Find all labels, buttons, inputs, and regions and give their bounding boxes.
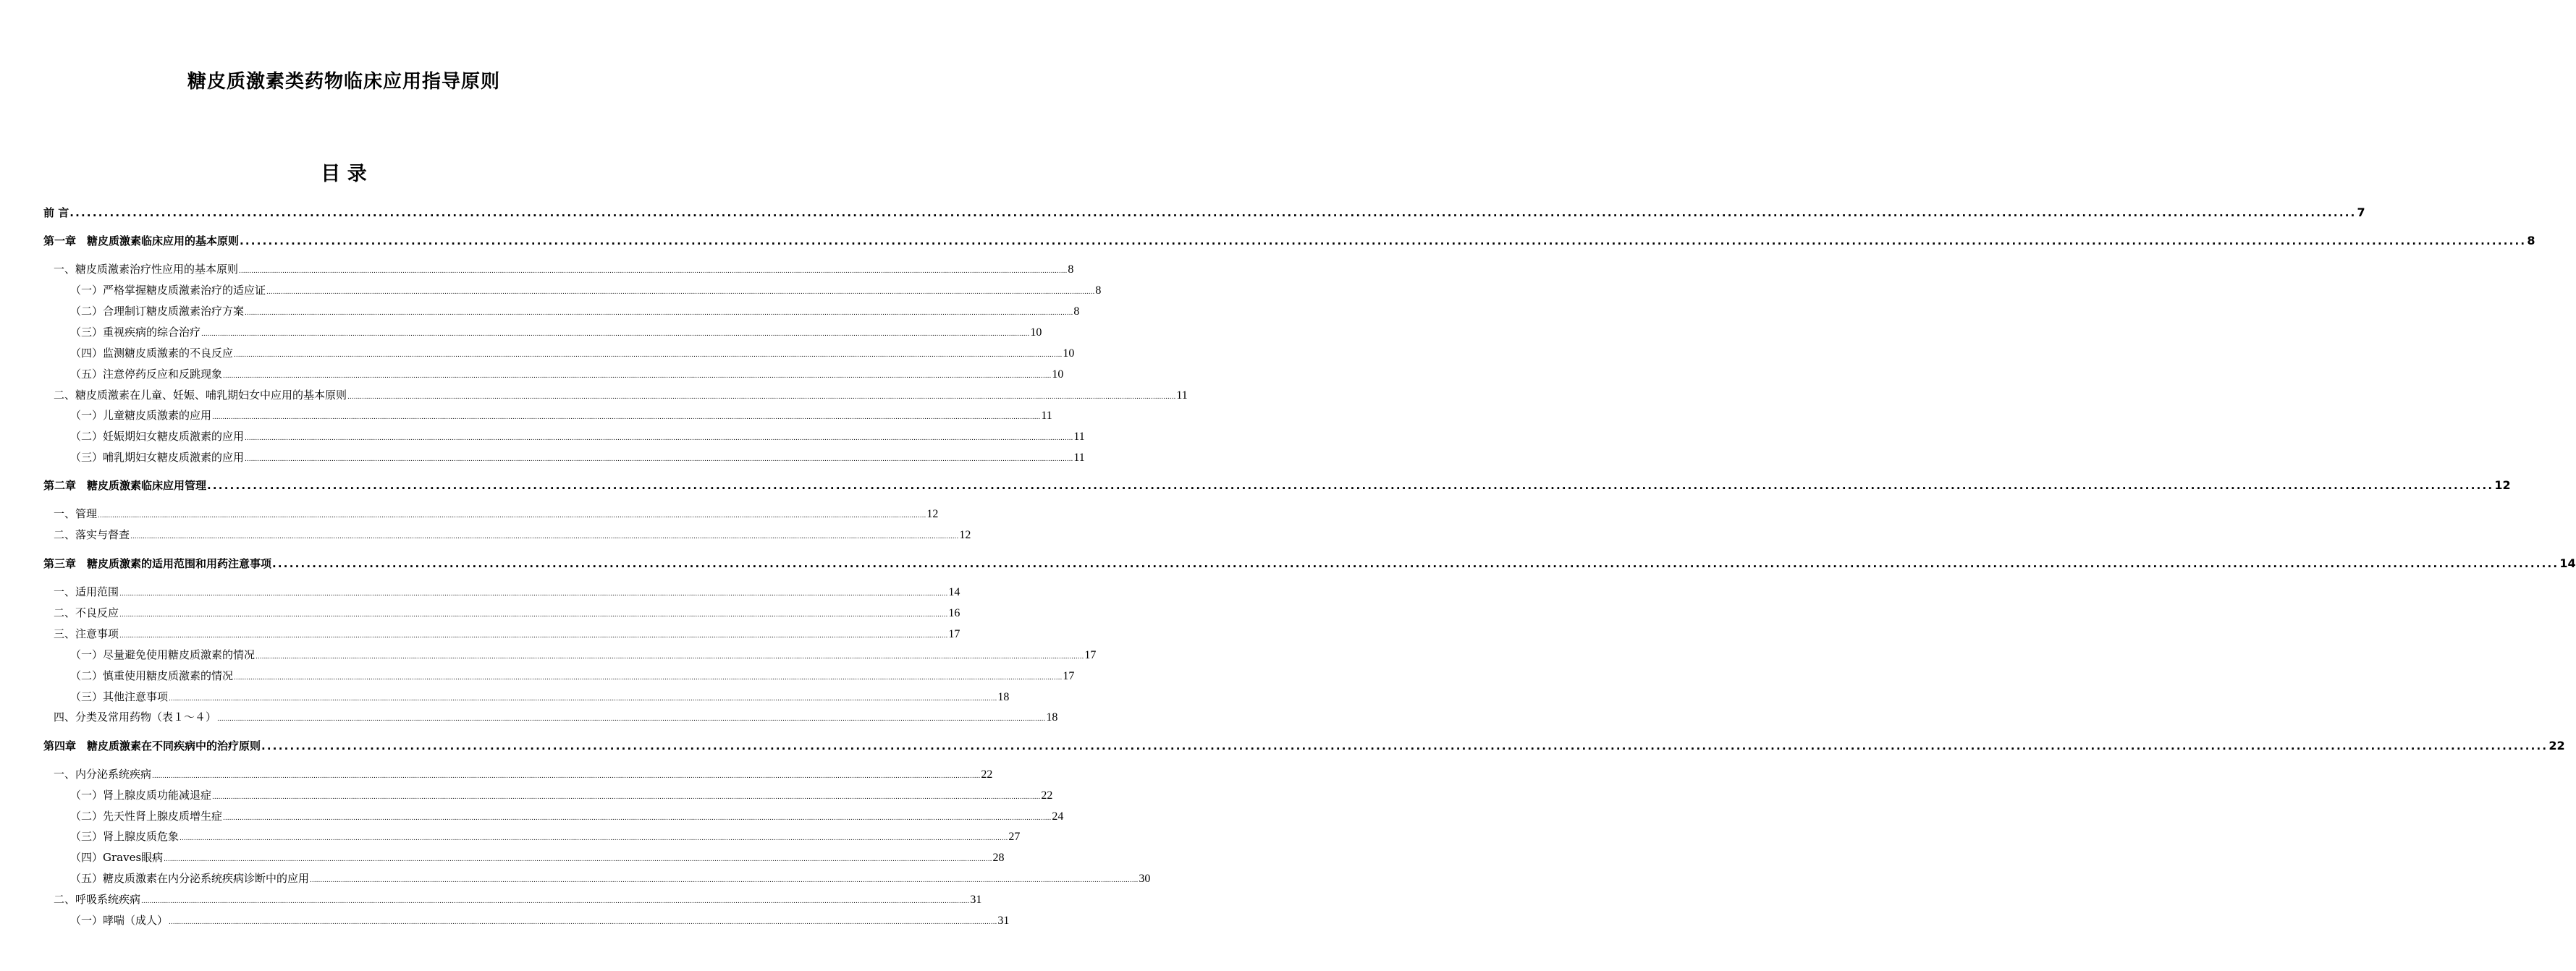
toc-leader-dots: ................................................................................................................................................................................................................................................................................................................................................................................................................ (212, 414, 1041, 421)
toc-page-number: 18 (1046, 711, 1058, 724)
toc-leader-dots: ................................................................................................................................................................................................................................................................................................................................................................................................................ (180, 835, 1008, 842)
toc-entry[interactable] (70, 324, 1042, 339)
toc-entry[interactable] (70, 668, 1075, 683)
toc-entry[interactable] (54, 605, 960, 620)
toc-entry-title: 三、注意事项 (54, 627, 119, 640)
toc-entry[interactable] (54, 506, 939, 521)
toc-page-number: 12 (959, 529, 971, 541)
toc-entry[interactable] (70, 787, 1053, 802)
toc-entry[interactable] (70, 407, 1052, 423)
toc-leader-dots: ................................................................................................................................................................................................................................................................................................................................................................................................................ (261, 739, 2548, 752)
toc-leader-dots: ................................................................................................................................................................................................................................................................................................................................................................................................................ (234, 352, 1063, 359)
toc-leader-dots: ................................................................................................................................................................................................................................................................................................................................................................................................................ (234, 674, 1063, 682)
toc-chapter-entry[interactable] (43, 233, 2535, 248)
toc-page-number: 10 (1052, 368, 1064, 381)
toc-leader-dots: ................................................................................................................................................................................................................................................................................................................................................................................................................ (130, 533, 959, 540)
toc-entry-title: （一）肾上腺皮质功能减退症 (70, 789, 212, 802)
toc-page-number: 22 (2548, 739, 2565, 752)
toc-page-number: 12 (926, 508, 939, 520)
toc-entry[interactable] (54, 709, 1058, 724)
toc-entry-title: （一）尽量避免使用糖皮质激素的情况 (70, 648, 256, 661)
toc-entry-title: （一）哮喘（成人） (70, 914, 169, 927)
toc-entry[interactable] (54, 387, 1188, 402)
toc-entry-title: 二、呼吸系统疾病 (54, 893, 141, 906)
toc-leader-dots: ................................................................................................................................................................................................................................................................................................................................................................................................................ (164, 856, 992, 863)
toc-page-number: 16 (948, 607, 960, 619)
toc-page-number: 17 (948, 628, 960, 640)
toc-entry-title: 二、糖皮质激素在儿童、妊娠、哺乳期妇女中应用的基本原则 (54, 389, 347, 402)
toc-leader-dots: ................................................................................................................................................................................................................................................................................................................................................................................................................ (310, 877, 1139, 884)
toc-entry-title: （二）合理制订糖皮质激素治疗方案 (70, 305, 245, 318)
toc-leader-dots: ................................................................................................................................................................................................................................................................................................................................................................................................................ (245, 310, 1073, 317)
toc-page-number: 18 (997, 691, 1010, 703)
toc-entry-title: 第三章 糖皮质激素的适用范围和用药注意事项 (43, 557, 272, 570)
toc-entry-title: 前 言 (43, 206, 69, 219)
document-title: 糖皮质激素类药物临床应用指导原则 (187, 71, 500, 93)
toc-heading: 目 录 (321, 163, 367, 185)
toc-page-number: 30 (1139, 873, 1151, 885)
toc-entry-title: 第一章 糖皮质激素临床应用的基本原则 (43, 234, 240, 247)
toc-entry-title: （三）哺乳期妇女糖皮质激素的应用 (70, 451, 245, 464)
toc-leader-dots: ................................................................................................................................................................................................................................................................................................................................................................................................................ (152, 773, 981, 780)
toc-entry[interactable] (54, 261, 1074, 276)
toc-entry-title: 一、糖皮质激素治疗性应用的基本原则 (54, 263, 239, 276)
toc-leader-dots: ................................................................................................................................................................................................................................................................................................................................................................................................................ (223, 373, 1052, 380)
toc-leader-dots: ................................................................................................................................................................................................................................................................................................................................................................................................................ (141, 898, 970, 905)
toc-leader-dots: ................................................................................................................................................................................................................................................................................................................................................................................................................ (272, 557, 2559, 570)
toc-chapter-entry[interactable] (43, 738, 2565, 753)
toc-entry-title: （一）严格掌握糖皮质激素治疗的适应证 (70, 284, 266, 297)
toc-entry-title: 第二章 糖皮质激素临床应用管理 (43, 479, 207, 492)
toc-entry[interactable] (54, 584, 960, 599)
toc-page-number: 8 (1095, 284, 1102, 297)
toc-leader-dots: ................................................................................................................................................................................................................................................................................................................................................................................................................ (239, 268, 1068, 275)
toc-entry[interactable] (54, 891, 982, 907)
toc-entry-title: （三）其他注意事项 (70, 690, 169, 703)
toc-page-number: 8 (2527, 234, 2535, 247)
toc-entry[interactable] (70, 345, 1075, 360)
toc-chapter-entry[interactable] (43, 205, 2365, 220)
toc-entry[interactable] (54, 626, 960, 641)
toc-leader-dots: ................................................................................................................................................................................................................................................................................................................................................................................................................ (207, 479, 2494, 492)
toc-leader-dots: ................................................................................................................................................................................................................................................................................................................................................................................................................ (169, 919, 997, 926)
toc-entry-title: 一、适用范围 (54, 585, 119, 598)
toc-entry[interactable] (54, 766, 993, 781)
toc-entry-title: （二）妊娠期妇女糖皮质激素的应用 (70, 430, 245, 443)
toc-entry[interactable] (54, 527, 971, 542)
toc-page-number: 31 (997, 915, 1010, 927)
toc-page-number: 8 (1068, 263, 1074, 276)
toc-entry-title: （三）肾上腺皮质危象 (70, 830, 180, 843)
toc-entry[interactable] (70, 689, 1010, 704)
toc-entry[interactable] (70, 808, 1064, 823)
toc-leader-dots: ................................................................................................................................................................................................................................................................................................................................................................................................................ (245, 435, 1073, 442)
toc-entry-title: 第四章 糖皮质激素在不同疾病中的治疗原则 (43, 739, 261, 752)
toc-page-number: 10 (1030, 326, 1042, 339)
toc-leader-dots: ................................................................................................................................................................................................................................................................................................................................................................................................................ (98, 512, 926, 520)
toc-leader-dots: ................................................................................................................................................................................................................................................................................................................................................................................................................ (266, 289, 1095, 296)
toc-leader-dots: ................................................................................................................................................................................................................................................................................................................................................................................................................ (217, 716, 1046, 723)
toc-page-number: 28 (992, 852, 1005, 864)
toc-entry-title: （二）慎重使用糖皮质激素的情况 (70, 669, 234, 682)
toc-entry[interactable] (70, 849, 1005, 865)
toc-leader-dots: ................................................................................................................................................................................................................................................................................................................................................................................................................ (347, 394, 1176, 401)
toc-entry[interactable] (70, 303, 1080, 318)
toc-page-number: 12 (2494, 478, 2511, 492)
toc-page-number: 11 (1073, 451, 1085, 464)
toc-entry[interactable] (70, 870, 1151, 886)
toc-entry-title: （五）糖皮质激素在内分泌系统疾病诊断中的应用 (70, 872, 310, 885)
toc-entry[interactable] (70, 647, 1097, 662)
toc-entry-title: （三）重视疾病的综合治疗 (70, 326, 201, 339)
toc-entry[interactable] (70, 282, 1102, 297)
toc-leader-dots: ................................................................................................................................................................................................................................................................................................................................................................................................................ (201, 331, 1030, 338)
toc-leader-dots: ................................................................................................................................................................................................................................................................................................................................................................................................................ (119, 611, 948, 619)
toc-page-number: 7 (2357, 205, 2365, 219)
toc-page-number: 31 (970, 894, 982, 906)
toc-page-number: 11 (1073, 431, 1085, 443)
toc-entry-title: 一、管理 (54, 507, 98, 520)
toc-leader-dots: ................................................................................................................................................................................................................................................................................................................................................................................................................ (119, 632, 948, 640)
toc-entry-title: 二、不良反应 (54, 606, 119, 619)
toc-chapter-entry[interactable] (43, 478, 2511, 493)
toc-page-number: 22 (981, 768, 993, 781)
toc-page-number: 11 (1041, 410, 1052, 422)
toc-entry-title: 一、内分泌系统疾病 (54, 768, 152, 781)
toc-page-number: 24 (1052, 810, 1064, 823)
toc-entry[interactable] (70, 828, 1021, 844)
toc-page-number: 8 (1073, 305, 1080, 318)
toc-entry-title: 四、分类及常用药物（表１～４） (54, 711, 217, 724)
toc-leader-dots: ................................................................................................................................................................................................................................................................................................................................................................................................................ (169, 695, 997, 703)
toc-chapter-entry[interactable] (43, 556, 2576, 571)
toc-leader-dots: ................................................................................................................................................................................................................................................................................................................................................................................................................ (256, 653, 1084, 661)
toc-page-number: 22 (1041, 789, 1053, 802)
toc-page-number: 17 (1063, 670, 1075, 682)
toc-entry-title: （二）先天性肾上腺皮质增生症 (70, 810, 223, 823)
toc-entry[interactable] (70, 449, 1085, 465)
toc-leader-dots: ................................................................................................................................................................................................................................................................................................................................................................................................................ (119, 590, 948, 598)
toc-page-number: 11 (1176, 389, 1188, 402)
toc-entry-title: （四）Graves眼病 (70, 851, 164, 864)
toc-entry[interactable] (70, 912, 1010, 928)
toc-page-number: 14 (2559, 556, 2576, 570)
toc-page-number: 17 (1084, 649, 1097, 661)
toc-entry[interactable] (70, 428, 1085, 444)
toc-leader-dots: ................................................................................................................................................................................................................................................................................................................................................................................................................ (240, 234, 2527, 247)
toc-entry-title: （五）注意停药反应和反跳现象 (70, 368, 223, 381)
toc-entry-title: （一）儿童糖皮质激素的应用 (70, 409, 212, 422)
toc-entry-title: 二、落实与督查 (54, 528, 130, 541)
toc-leader-dots: ................................................................................................................................................................................................................................................................................................................................................................................................................ (245, 456, 1073, 463)
toc-leader-dots: ................................................................................................................................................................................................................................................................................................................................................................................................................ (212, 794, 1041, 801)
toc-page-number: 14 (948, 586, 960, 598)
toc-entry-title: （四）监测糖皮质激素的不良反应 (70, 347, 234, 360)
toc-leader-dots: ................................................................................................................................................................................................................................................................................................................................................................................................................ (223, 815, 1052, 822)
toc-leader-dots: ................................................................................................................................................................................................................................................................................................................................................................................................................ (69, 206, 2357, 219)
toc-page-number: 10 (1063, 347, 1075, 360)
toc-page-number: 27 (1008, 831, 1021, 843)
toc-entry[interactable] (70, 366, 1064, 381)
